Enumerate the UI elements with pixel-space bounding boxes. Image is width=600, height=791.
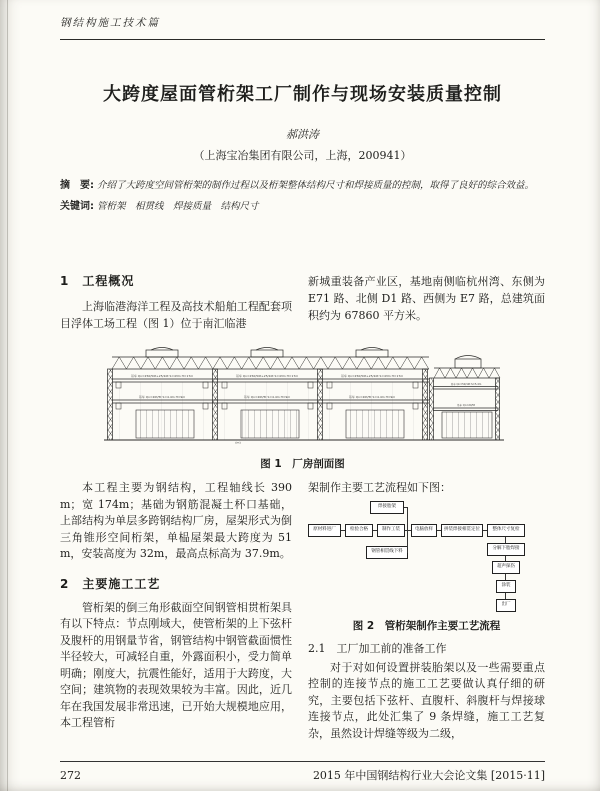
abstract-label: 摘 要: <box>60 180 94 191</box>
flow-box-pipe-cutting: 钢管相贯线下料 <box>366 546 408 559</box>
crane-annotation: 吊车 Qn=20t/5t S=4.4m H=9m <box>348 395 395 399</box>
flow-box-inspection-pass: 检验合格 <box>345 524 373 537</box>
crane-annotation: 吊车 Qn=20t/5t S=4.4m H=9m <box>243 395 290 399</box>
crane-annotation: 吊车 Qn=50/10t S=5.4m <box>450 383 481 386</box>
keywords-label: 关键词: <box>60 201 94 212</box>
flow-box-make-tooling: 制作工装 <box>377 524 405 537</box>
author-name: 郝洪涛 <box>286 128 319 141</box>
flow-connector <box>505 593 506 599</box>
flow-connector <box>505 556 506 561</box>
page-footer <box>60 761 545 783</box>
wall-panels <box>136 410 404 438</box>
columns-top <box>60 273 545 332</box>
annex-building <box>429 356 500 441</box>
crane-annotation: 吊车 Qn=20t/5t S=4.4m H=9m <box>138 395 185 399</box>
flow-connector <box>407 507 408 553</box>
section-2-heading: 2 主要施工工艺 <box>60 576 161 591</box>
flow-box-painting: 涂装 <box>496 580 516 593</box>
affiliation: （上海宝冶集团有限公司，上海，200941） <box>193 149 412 162</box>
flow-box-welding-jig: 焊接胎架 <box>370 501 404 514</box>
figure-1 <box>60 346 545 471</box>
crane-annotation: 吊车 Qn=250/50t+25/10t S=43m H=17m <box>130 374 193 378</box>
column-left <box>60 273 292 332</box>
flow-connector <box>373 530 377 531</box>
column-right-bottom <box>308 480 545 742</box>
fabrication-flowchart <box>308 501 545 613</box>
section-2-1-paragraph-1: 对于对如何设置拼装胎架以及一些需要重点控制的连接节点的施工工艺要做认真仔细的研究，主要包括下弦杆、直腹杆、斜腹杆与焊接球连接节点，此处汇集了 9 条焊缝，施工工艺复杂，虽然设计焊缝等级为二级， <box>308 660 545 740</box>
section-1-heading: 1 工程概况 <box>60 274 135 288</box>
abstract-row <box>60 178 545 194</box>
section-2-1-heading: 2.1 工厂加工前的准备工作 <box>308 641 447 655</box>
flow-connector <box>405 530 411 531</box>
section-1-paragraph-left: 上海临港海洋工程及高技术船舶工程配套项目浮体工场工程（图 1）位于南汇临港 <box>60 300 292 330</box>
roof-monitors <box>146 348 388 358</box>
abstract-text: 介绍了大跨度空间管桁架的制作过程以及桁架整体结构尺寸和焊接质量的控制，取得了良好的综合效益。 <box>97 180 535 191</box>
factory-section-drawing <box>98 346 508 444</box>
crane-annotation: 吊车 Qn=250/50t+25/10t S=43m H=17m <box>235 374 298 378</box>
section-1-paragraph-2: 本工程主要为钢结构，工程轴线长 390m；宽 174m；基础为钢筋混凝土杯口基础，上部结构为单层多跨钢结构厂房，屋架形式为倒三角锥形空间桁架，单榀屋架最大跨度为 51m，安装高度为 32m，最高点标高为 37.9m。 <box>60 481 292 560</box>
unit-note: (m) <box>234 440 241 444</box>
section-1-paragraph-right: 新城重装备产业区，基地南侧临杭州湾、东侧为 E71 路、北侧 D1 路、西侧为 E7 路，总建筑面积约为 67860 平方米。 <box>308 275 545 322</box>
figure-2-caption: 图 2 管桁架制作主要工艺流程 <box>352 619 501 632</box>
keywords-row <box>60 199 545 215</box>
flow-box-material-in: 原材料进厂 <box>308 524 341 537</box>
section-2-intro: 架制作主要工艺流程如下图： <box>308 481 451 494</box>
column-right <box>308 273 545 332</box>
columns-bottom <box>60 480 545 742</box>
flow-box-ship-out: 出厂 <box>496 599 516 612</box>
crane-annotation: 吊车 Qn=20/5t <box>456 404 475 407</box>
footer-source: 2015 年中国钢结构行业大会论文集 [2015·11] <box>312 769 545 782</box>
flow-connector <box>483 530 487 531</box>
crane-annotation: 吊车 Qn=250/50t+25/10t S=43m H=17m <box>340 374 403 378</box>
figure-1-caption: 图 1 厂房剖面图 <box>260 458 345 470</box>
section-2-paragraph-1: 管桁架的倒三角形截面空间钢管相贯桁架具有以下特点：节点刚域大，使管桁架的上下弦杆及腹杆的用钢量节省，钢管结构中钢管截面惯性半径较大，可减轻自重，外露面积小，受力简单明确；刚度大，抗震性能好，适用于大跨度，大空间；建筑物的表现效果较为丰富。因此，近几年在我国发展非常迅速，已开始大规模地应用，本工程管桁 <box>60 600 292 729</box>
flow-connector <box>505 574 506 580</box>
paper-title: 大跨度屋面管桁架工厂制作与现场安装质量控制 <box>103 84 502 105</box>
roof-truss <box>112 357 429 369</box>
flow-connector <box>437 530 441 531</box>
keywords-text: 管桁架 相贯线 焊接质量 结构尺寸 <box>97 201 259 212</box>
column-left-bottom <box>60 480 292 742</box>
series-title: 钢结构施工技术篇 <box>60 16 545 40</box>
flow-connector <box>505 537 506 543</box>
flow-connector <box>341 530 345 531</box>
flow-box-dejig-welding: 分解下胎焊接 <box>487 543 525 556</box>
flow-box-dimension-recheck: 整体尺寸复检 <box>487 524 525 537</box>
footer-page-number: 272 <box>60 769 81 782</box>
flow-box-ultrasonic-test: 超声探伤 <box>492 561 520 574</box>
flow-box-computer-lofting: 电脑放样 <box>411 524 437 537</box>
flow-box-assembly-welding: 拼装焊接相贯定位 <box>441 524 483 537</box>
